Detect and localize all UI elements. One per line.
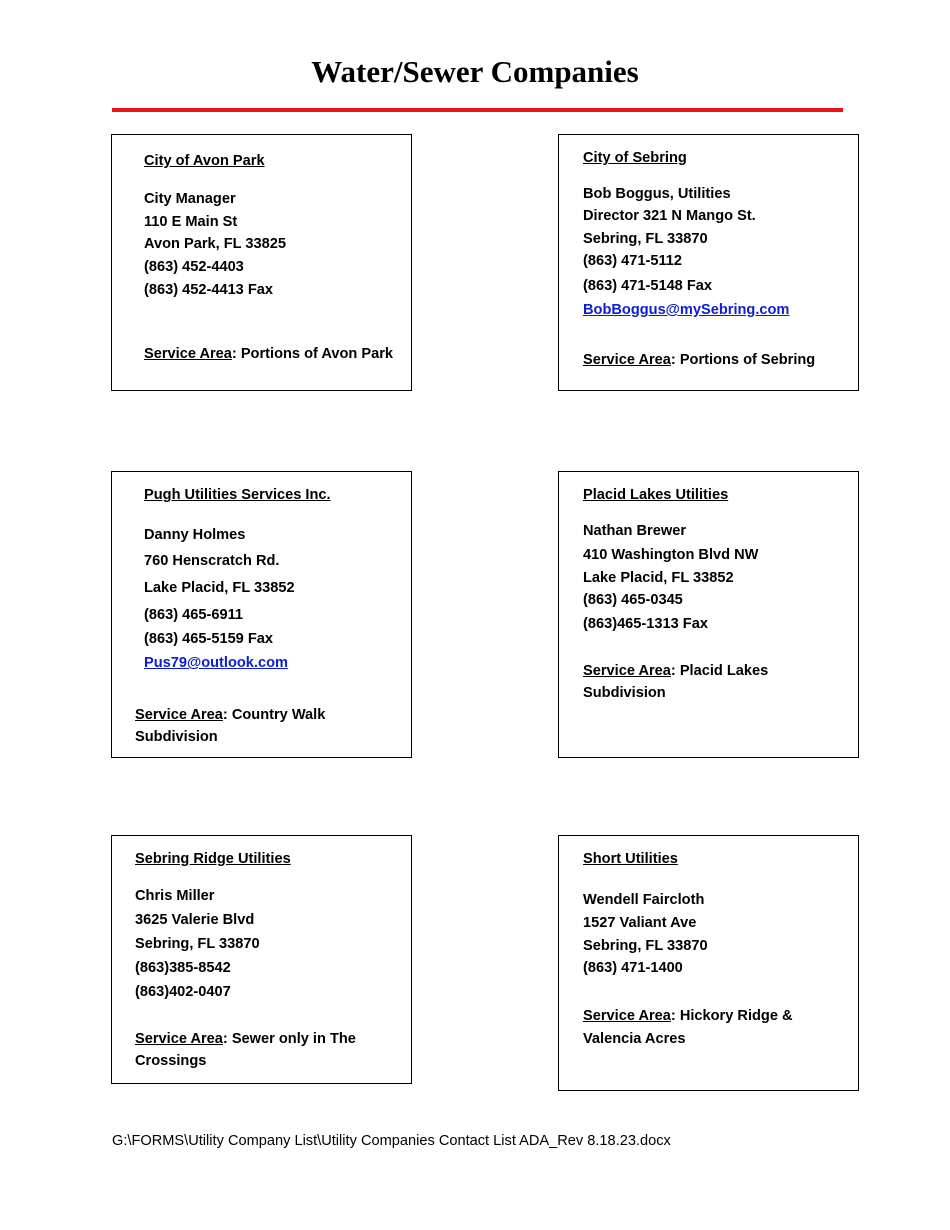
service-area-value: : Hickory Ridge & xyxy=(670,1008,793,1024)
email-link[interactable]: BobBoggus@mySebring.com xyxy=(583,302,790,318)
fax: (863)402-0407 xyxy=(135,984,231,1000)
contact-name: Chris Miller xyxy=(135,888,215,904)
service-area-label: Service Area xyxy=(135,707,223,723)
company-name: Pugh Utilities Services Inc. xyxy=(144,487,331,503)
document-file-path: G:\FORMS\Utility Company List\Utility Companies Contact List ADA_Rev 8.18.23.docx xyxy=(112,1133,671,1149)
company-card-sebring-ridge xyxy=(111,835,412,1084)
company-name: City of Sebring xyxy=(583,150,687,166)
address-line-1: 1527 Valiant Ave xyxy=(583,915,697,931)
service-area xyxy=(144,343,393,365)
contact-name: City Manager xyxy=(144,191,236,207)
service-area-label: Service Area xyxy=(583,1008,671,1024)
fax: (863)465-1313 Fax xyxy=(583,616,708,632)
address-line-2: Lake Placid, FL 33852 xyxy=(144,580,295,596)
company-card-pugh xyxy=(111,471,412,758)
fax: (863) 452-4413 Fax xyxy=(144,282,273,298)
address-line-2: Avon Park, FL 33825 xyxy=(144,236,286,252)
service-area xyxy=(583,1005,793,1027)
company-card-placid-lakes xyxy=(558,471,859,758)
address-line-1: Director 321 N Mango St. xyxy=(583,208,756,224)
service-area-label: Service Area xyxy=(144,346,232,362)
fax: (863) 471-5148 Fax xyxy=(583,278,712,294)
service-area xyxy=(583,349,815,371)
service-area-value: : Portions of Avon Park xyxy=(231,346,393,362)
company-card-sebring xyxy=(558,134,859,391)
service-area-value: : Portions of Sebring xyxy=(670,352,816,368)
company-name: City of Avon Park xyxy=(144,153,265,169)
address-line-1: 3625 Valerie Blvd xyxy=(135,912,255,928)
address-line-1: 410 Washington Blvd NW xyxy=(583,547,759,563)
title-divider xyxy=(112,108,843,112)
contact-name: Wendell Faircloth xyxy=(583,892,705,908)
address-line-1: 110 E Main St xyxy=(144,214,238,230)
service-area xyxy=(135,704,325,726)
service-area-continued: Subdivision xyxy=(135,729,218,745)
address-line-2: Lake Placid, FL 33852 xyxy=(583,570,734,586)
contact-name: Nathan Brewer xyxy=(583,523,686,539)
service-area-value: : Sewer only in The xyxy=(222,1031,356,1047)
service-area xyxy=(583,660,768,682)
service-area-label: Service Area xyxy=(583,352,671,368)
phone: (863) 471-1400 xyxy=(583,960,683,976)
contact-name: Bob Boggus, Utilities xyxy=(583,186,731,202)
page-title: Water/Sewer Companies xyxy=(311,54,639,89)
service-area-label: Service Area xyxy=(583,663,671,679)
company-name: Sebring Ridge Utilities xyxy=(135,851,291,867)
phone: (863)385-8542 xyxy=(135,960,231,976)
service-area-continued: Crossings xyxy=(135,1053,207,1069)
address-line-2: Sebring, FL 33870 xyxy=(583,231,708,247)
company-name: Short Utilities xyxy=(583,851,678,867)
phone: (863) 465-0345 xyxy=(583,592,683,608)
service-area xyxy=(135,1028,356,1050)
phone: (863) 465-6911 xyxy=(144,607,243,623)
service-area-continued: Valencia Acres xyxy=(583,1031,686,1047)
service-area-value: : Country Walk xyxy=(222,707,326,723)
company-card-avon-park xyxy=(111,134,412,391)
company-name: Placid Lakes Utilities xyxy=(583,487,729,503)
phone: (863) 452-4403 xyxy=(144,259,244,275)
company-card-short xyxy=(558,835,859,1091)
contact-name: Danny Holmes xyxy=(144,527,246,543)
service-area-value: : Placid Lakes xyxy=(670,663,769,679)
phone: (863) 471-5112 xyxy=(583,253,682,269)
address-line-2: Sebring, FL 33870 xyxy=(135,936,260,952)
fax: (863) 465-5159 Fax xyxy=(144,631,273,647)
service-area-label: Service Area xyxy=(135,1031,223,1047)
address-line-1: 760 Henscratch Rd. xyxy=(144,553,280,569)
service-area-continued: Subdivision xyxy=(583,685,666,701)
email-link[interactable]: Pus79@outlook.com xyxy=(144,655,288,671)
address-line-2: Sebring, FL 33870 xyxy=(583,938,708,954)
